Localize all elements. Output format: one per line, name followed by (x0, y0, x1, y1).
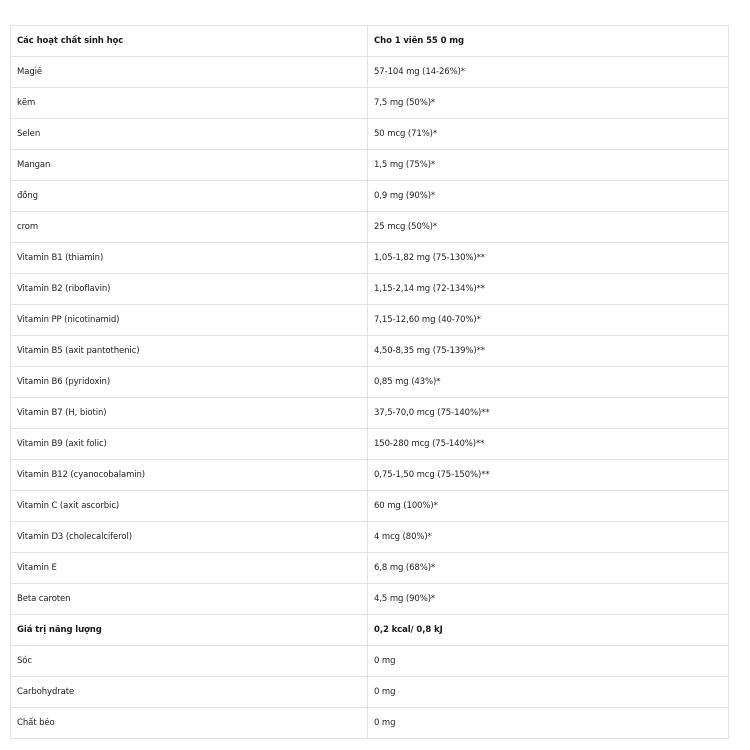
table-row (11, 615, 729, 646)
table-row (11, 646, 729, 677)
nutrient-value-cell: 50 mcg (71%)* (368, 119, 729, 150)
nutrient-value-cell: 0 mg (368, 708, 729, 739)
nutrient-name-cell: Selen (11, 119, 368, 150)
table-header-row (11, 26, 729, 57)
nutrient-value-cell: 6,8 mg (68%)* (368, 553, 729, 584)
nutrient-name-cell: Magiê (11, 57, 368, 88)
nutrient-name-cell: đồng (11, 181, 368, 212)
table-row (11, 150, 729, 181)
nutrient-value-cell: 0,85 mg (43%)* (368, 367, 729, 398)
nutrient-value-cell: 0,9 mg (90%)* (368, 181, 729, 212)
nutrient-value-cell: 7,15-12,60 mg (40-70%)* (368, 305, 729, 336)
nutrient-value-cell: 1,05-1,82 mg (75-130%)** (368, 243, 729, 274)
table-row (11, 336, 729, 367)
nutrient-name-cell: Các hoạt chất sinh học (11, 26, 368, 57)
nutrient-name-cell: Vitamin PP (nicotinamid) (11, 305, 368, 336)
nutrition-table-body (11, 26, 729, 739)
table-row (11, 243, 729, 274)
nutrient-value-cell: 57-104 mg (14-26%)* (368, 57, 729, 88)
table-row (11, 88, 729, 119)
nutrient-name-cell: crom (11, 212, 368, 243)
table-row (11, 181, 729, 212)
table-row (11, 274, 729, 305)
table-row (11, 677, 729, 708)
nutrient-value-cell: 0,2 kcal/ 0,8 kJ (368, 615, 729, 646)
nutrient-value-cell: 0 mg (368, 646, 729, 677)
nutrient-name-cell: Beta caroten (11, 584, 368, 615)
nutrient-name-cell: Vitamin B12 (cyanocobalamin) (11, 460, 368, 491)
nutrient-value-cell: 37,5-70,0 mcg (75-140%)** (368, 398, 729, 429)
nutrient-name-cell: Vitamin E (11, 553, 368, 584)
nutrient-name-cell: Sóc (11, 646, 368, 677)
nutrient-value-cell: 25 mcg (50%)* (368, 212, 729, 243)
nutrient-value-cell: 0 mg (368, 677, 729, 708)
nutrient-value-cell: 150-280 mcg (75-140%)** (368, 429, 729, 460)
nutrient-value-cell: Cho 1 viên 55 0 mg (368, 26, 729, 57)
nutrient-name-cell: Giá trị năng lượng (11, 615, 368, 646)
nutrient-value-cell: 4 mcg (80%)* (368, 522, 729, 553)
nutrient-name-cell: Chất béo (11, 708, 368, 739)
nutrition-table-container (10, 25, 728, 739)
nutrient-value-cell: 7,5 mg (50%)* (368, 88, 729, 119)
nutrient-name-cell: Vitamin D3 (cholecalciferol) (11, 522, 368, 553)
nutrient-name-cell: Vitamin B5 (axit pantothenic) (11, 336, 368, 367)
table-row (11, 398, 729, 429)
table-row (11, 708, 729, 739)
nutrition-table (10, 25, 729, 739)
nutrient-name-cell: Vitamin C (axit ascorbic) (11, 491, 368, 522)
table-row (11, 429, 729, 460)
nutrient-name-cell: kẽm (11, 88, 368, 119)
nutrient-value-cell: 1,5 mg (75%)* (368, 150, 729, 181)
nutrient-name-cell: Vitamin B6 (pyridoxin) (11, 367, 368, 398)
table-row (11, 57, 729, 88)
table-row (11, 367, 729, 398)
table-row (11, 553, 729, 584)
nutrient-name-cell: Vitamin B7 (H, biotin) (11, 398, 368, 429)
table-row (11, 584, 729, 615)
table-row (11, 522, 729, 553)
nutrient-value-cell: 60 mg (100%)* (368, 491, 729, 522)
nutrient-name-cell: Vitamin B2 (riboflavin) (11, 274, 368, 305)
nutrient-value-cell: 4,50-8,35 mg (75-139%)** (368, 336, 729, 367)
nutrient-value-cell: 4,5 mg (90%)* (368, 584, 729, 615)
table-row (11, 305, 729, 336)
table-row (11, 119, 729, 150)
nutrient-name-cell: Mangan (11, 150, 368, 181)
table-row (11, 212, 729, 243)
table-row (11, 491, 729, 522)
nutrient-name-cell: Carbohydrate (11, 677, 368, 708)
nutrient-name-cell: Vitamin B9 (axit folic) (11, 429, 368, 460)
table-row (11, 460, 729, 491)
nutrient-value-cell: 0,75-1,50 mcg (75-150%)** (368, 460, 729, 491)
nutrient-value-cell: 1,15-2,14 mg (72-134%)** (368, 274, 729, 305)
nutrient-name-cell: Vitamin B1 (thiamin) (11, 243, 368, 274)
